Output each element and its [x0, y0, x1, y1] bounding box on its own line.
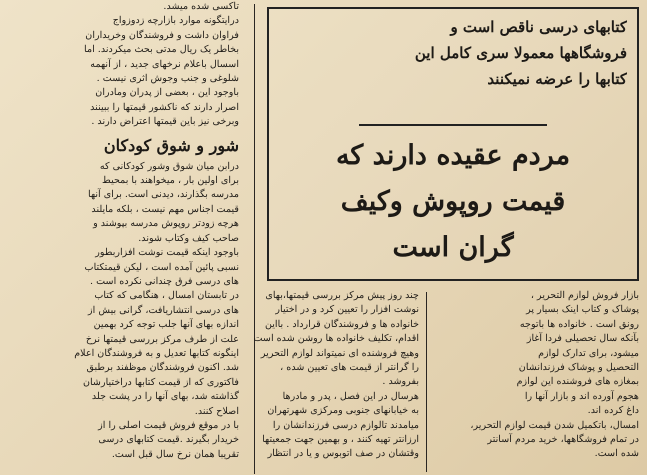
column-divider [426, 292, 427, 472]
text-line: فراوان داشت و فروشندگان وخریداران [85, 29, 239, 41]
kicker-line: کتابها را عرضه نمیکنند [487, 70, 627, 88]
text-line: اقدام، تکلیف خانواده ها روشن شده است [253, 333, 419, 345]
article-column-middle [218, 289, 419, 462]
text-line: وبرخی نیز باین قیمتها اعتراض دارند . [91, 116, 239, 128]
text-line: وهیچ فروشنده ای نمیتواند لوازم التحریر [260, 347, 419, 359]
text-line: شد. اکنون فروشندگان موظفند برطبق [86, 362, 239, 374]
text-line: نوشت افزار را تعیین کرد و در اختیار [275, 304, 419, 316]
text-line: امسال، باتکمیل شدن قیمت لوازم التحریر، [470, 419, 639, 431]
text-line: تقریبا همان نرخ سال قبل است. [111, 448, 239, 460]
text-line: باوجود اینکه قیمت نوشت افزاربطور [95, 247, 239, 259]
text-line: بخاطر یک ریال مدتی بحث میکردند. اما [84, 44, 239, 56]
text-line: نسبی پائین آمده است ، لیکن قیمتکتاب [84, 261, 239, 273]
text-line: درایتگونه موارد بازارچه زدوزواج [112, 15, 239, 27]
text-line: اصرار دارند که ناکشور قیمتها را ببینند [90, 101, 239, 113]
text-line: بفروشد . [382, 376, 419, 388]
text-line: رونق است . خانواده ها باتوجه [519, 318, 639, 330]
text-line: میشود، برای تدارک لوازم [538, 347, 639, 359]
text-line: گذاشته شد، بهای آنها را در پشت جلد [91, 391, 239, 403]
text-line: برای اولین بار ، میخواهند با بمحیط [101, 175, 239, 187]
text-line: های درسی فرق چندانی نکرده است . [90, 275, 239, 287]
headline-divider [359, 124, 547, 126]
text-line: التحصیل و پوشاک فرزندانشان [518, 362, 639, 374]
text-line: قیمت اجناس مهم نیست ، بلکه مایلند [91, 203, 239, 215]
text-line: اینگونه کتابها تعدیل و به فروشندگان اعلام [74, 347, 239, 359]
text-line: شده است. [594, 448, 639, 460]
text-line: پوشاک و کتاب اینک بسیار پر [526, 304, 639, 316]
text-line: هجوم آورده اند و بازار آنها را [524, 390, 639, 402]
text-line: علت از طرف مرکز بررسی قیمتها نرخ [85, 333, 239, 345]
text-line: هرچه زودتر روپوش مدرسه بپوشند و [93, 218, 239, 230]
text-line: مدرسه بگذارند، دیدنی است. برای آنها [88, 189, 239, 201]
headline-line: قیمت روپوش وکیف [340, 186, 566, 217]
subheading: شور و شوق کودکان [103, 135, 239, 155]
text-line: میامدند تالوازم درسی فرزندانشان را [272, 419, 419, 431]
text-line: را گرانتر از قیمت های تعیین شده ، [280, 362, 419, 374]
text-line: صاحب کیف وکتاب شوند. [138, 232, 239, 244]
text-line: بازار فروش لوازم التحریر ، [530, 290, 639, 301]
text-line: شلوغی و جنب وجوش اثری نیست . [96, 73, 239, 85]
text-line: های درسی انتشاریافت، گرانی بیش از [87, 304, 239, 316]
text-line: بآنکه سال تحصیلی فردا آغاز [526, 333, 639, 345]
text-line: اصلاح کنند. [194, 405, 239, 417]
text-line: در تمام فروشگاهها، خرید مردم آسانتر [487, 434, 639, 446]
text-line: تاکسی شده میشد. [163, 1, 239, 12]
subheading-paragraph [3, 160, 239, 463]
text-line: داغ کرده اند. [587, 405, 639, 417]
kicker-headline [277, 14, 627, 92]
headline-box [267, 7, 639, 281]
article-column-lead [433, 289, 639, 462]
text-line: اسسال باعلام نرخهای جدید ، از آنهمه [90, 58, 239, 70]
intro-paragraph [3, 0, 239, 130]
text-line: با در موقع فروش قیمت اصلی را از [98, 419, 239, 431]
text-line: باوجود این ، بعضی از پدران ومادران [95, 87, 239, 99]
text-line: چند روز پیش مرکز بررسی قیمتها،بهای [265, 290, 419, 301]
headline-line: مردم عقیده دارند که [335, 140, 571, 171]
kicker-line: کتابهای درسی ناقص است و [450, 18, 627, 36]
text-line: در تابستان امسال ، هنگامی که کتاب [94, 290, 239, 302]
main-headline [275, 133, 631, 271]
text-line: درابن میان شوق وشور کودکانی که [99, 160, 239, 172]
kicker-line: فروشگاهها معمولا سری کامل این [414, 44, 627, 62]
text-line: بمغازه های فروشنده این لوازم [516, 376, 639, 388]
text-line: فاکتوری که از قیمت کتابها دراختیارشان [82, 376, 239, 388]
text-line: وقتشان در صف اتوبوس و یا در انتظار [267, 448, 419, 460]
text-line: ارزانتر تهیه کنند ، و بهمین جهت جمعیتها [262, 434, 419, 446]
text-line: اندازه بهای آنها جلب توجه کرد بهمین [93, 319, 239, 331]
text-line: خانواده ها و فروشندگان قرارداد . بااین [264, 318, 419, 330]
text-line: خریدار بگیرند .قیمت کتابهای درسی [98, 434, 239, 446]
article-column-continued [3, 0, 239, 462]
headline-line: گران است [392, 232, 514, 263]
text-line: هرسال در این فصل ، پدر و مادرها [282, 390, 419, 402]
text-line: به خیابانهای جنوبی ومرکزی شهرتهران [267, 405, 419, 417]
